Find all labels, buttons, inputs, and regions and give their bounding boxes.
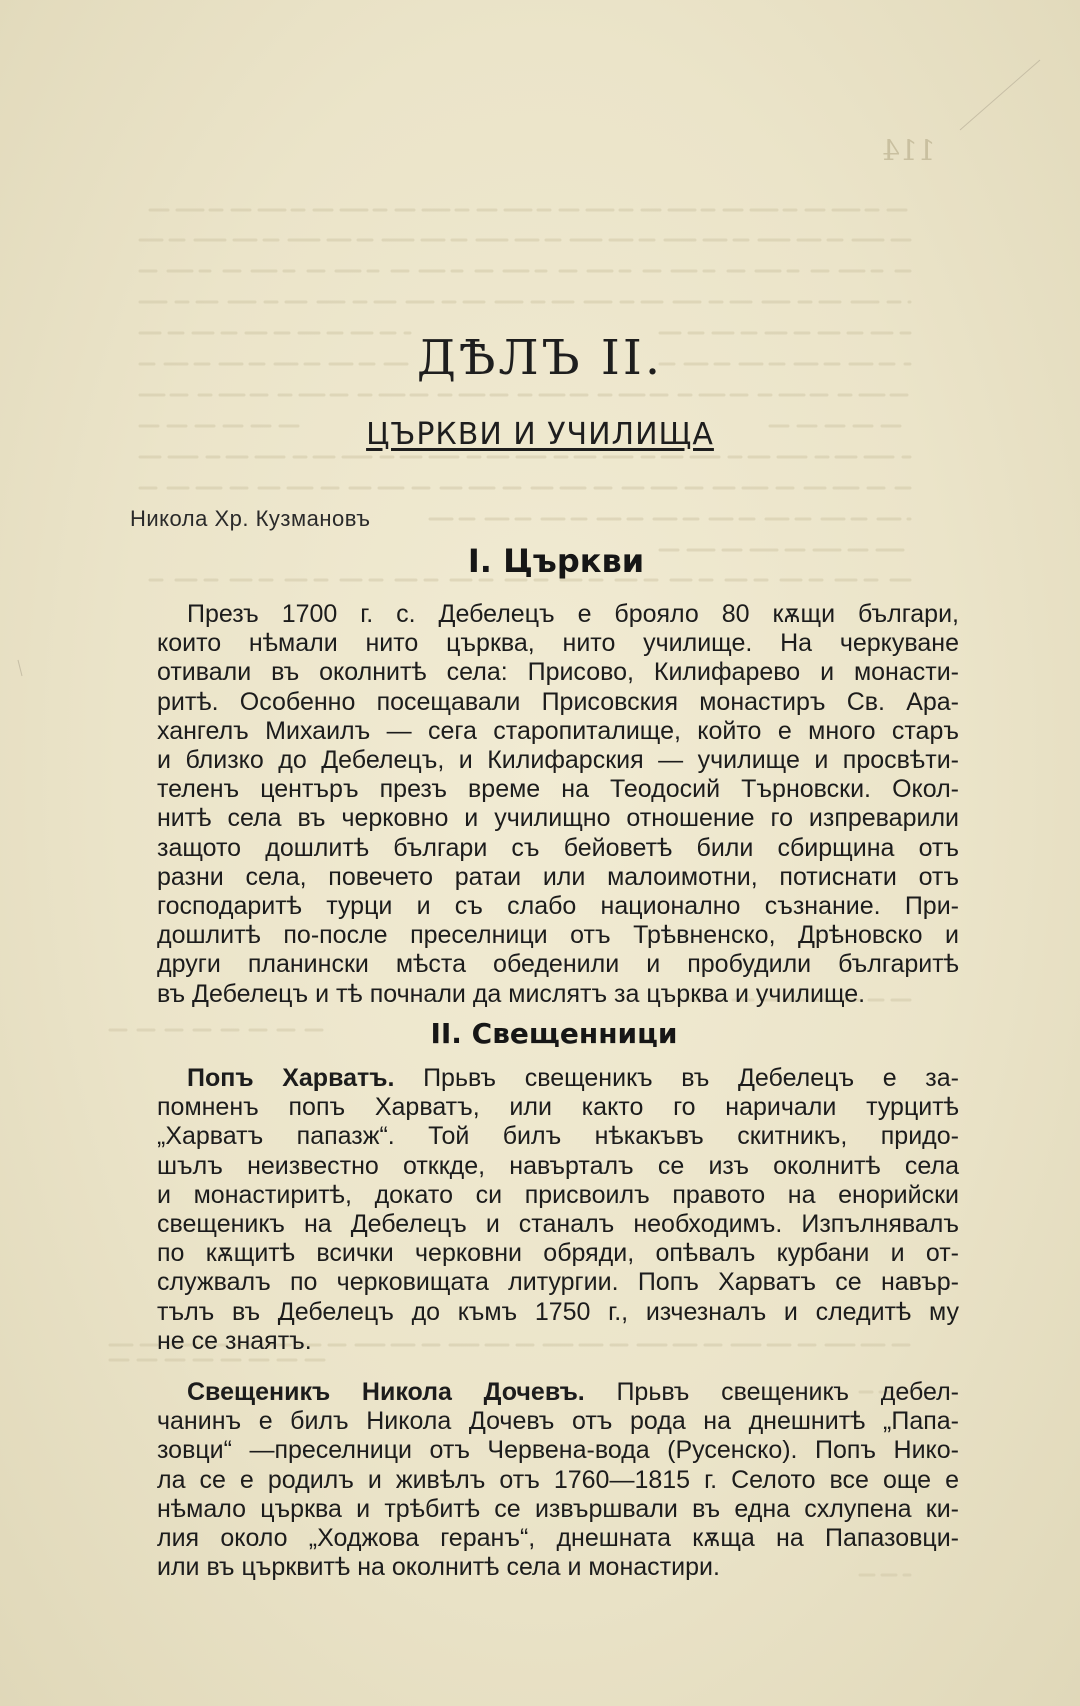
text-line: помненъ попъ Харватъ, или както го наричали турцитѣ (157, 1093, 959, 1122)
text-line: по кѫщитѣ всички черковни обряди, опѣвалъ курбани и от- (157, 1239, 959, 1268)
text-line: шълъ неизвестно отккде, навърталъ се изъ околнитѣ села (157, 1151, 959, 1180)
text-line: свещеникъ на Дебелецъ и станалъ необходимъ. Изпълнявалъ (157, 1210, 959, 1239)
text-line: и монастиритѣ, докато си присвоилъ правото на енорийски (157, 1180, 959, 1209)
paragraph-nikola-dochev (157, 1378, 959, 1582)
text-line (157, 1064, 959, 1093)
section-title-churches: I. Църкви (467, 542, 645, 580)
text-line: нитѣ села въ черковно и училищно отношение го изпреварили (157, 804, 959, 833)
section-churches-text (157, 600, 959, 1009)
section-title-priests: II. Свещенници (430, 1017, 678, 1050)
text-line: разни села, повечето ратаи или малоимотни, потиснати отъ (157, 862, 959, 891)
text-line: ритѣ. Особенно посещавали Присовския монастиръ Св. Ара- (157, 687, 959, 716)
text-line: служвалъ по черковищата литургии. Попъ Харватъ се навър- (157, 1268, 959, 1297)
text-line: въ Дебелецъ и тѣ почнали да мислятъ за църква и училище. (157, 979, 866, 1008)
text-line (157, 1378, 959, 1407)
page-number: 114 (882, 134, 936, 167)
paragraph-lead: Попъ Харватъ. (187, 1064, 395, 1092)
text-line: и близко до Дебелецъ, и Килифарския — училище и просвѣти- (157, 746, 959, 775)
text-line: или въ църквитѣ на околнитѣ села и монастири. (157, 1553, 720, 1582)
text-line: дошлитѣ по-после преселници отъ Трѣвненско, Дрѣновско и (157, 921, 959, 950)
text-line: други планински мѣста обеденили и пробудили българитѣ (157, 950, 959, 979)
paragraph-lead: Свещеникъ Никола Дочевъ. (187, 1378, 585, 1406)
text-line-rest: Прьвъ свещеникъ въ Дебелецъ е за- (423, 1064, 959, 1092)
text-line: ла се е родилъ и живѣлъ отъ 1760—1815 г. Селото все още е (157, 1465, 959, 1494)
part-subtitle: ЦЪРКВИ И УЧИЛИЩА (366, 417, 714, 452)
text-line: теленъ центъръ презъ време на Теодосий Търновски. Окол- (157, 775, 959, 804)
text-line-rest: Прьвъ свещеникъ дебел- (616, 1378, 959, 1406)
text-line: господаритѣ турци и съ слабо национално съзнание. При- (157, 892, 959, 921)
text-line: чанинъ е билъ Никола Дочевъ отъ рода на днешнитѣ „Папа- (157, 1407, 959, 1436)
text-line: лия около „Ходжова геранъ“, днешната кѫща на Папазовци- (157, 1524, 959, 1553)
text-line: Презъ 1700 г. с. Дебелецъ е брояло 80 кѫщи българи, (187, 600, 959, 628)
text-line: тълъ въ Дебелецъ до къмъ 1750 г., изчезналъ и следитѣ му (157, 1297, 959, 1326)
author-name: Никола Хр. Кузмановъ (130, 506, 371, 531)
text-line: не се знаятъ. (157, 1326, 312, 1355)
text-line: „Харватъ папазж“. Той билъ нѣкакъвъ скитникъ, придо- (157, 1122, 959, 1151)
text-line: зовци“ —преселници отъ Червена-вода (Русенско). Попъ Нико- (157, 1436, 959, 1465)
paragraph-pop-harvat (157, 1064, 959, 1356)
text-line: защото дошлитѣ българи съ бейоветѣ били сбирщина отъ (157, 833, 959, 862)
text-line: нѣмало църква и трѣбитѣ се извършвали въ една схлупена ки- (157, 1494, 959, 1523)
text-line: хангелъ Михаилъ — сега старопиталище, който е много старъ (157, 716, 959, 745)
text-line: които нѣмали нито църква, нито училище. На черкуване (157, 629, 959, 658)
text-line: отивали въ околнитѣ села: Присово, Килифарево и монасти- (157, 658, 959, 687)
part-title: ДѢЛЪ II. (416, 330, 664, 386)
